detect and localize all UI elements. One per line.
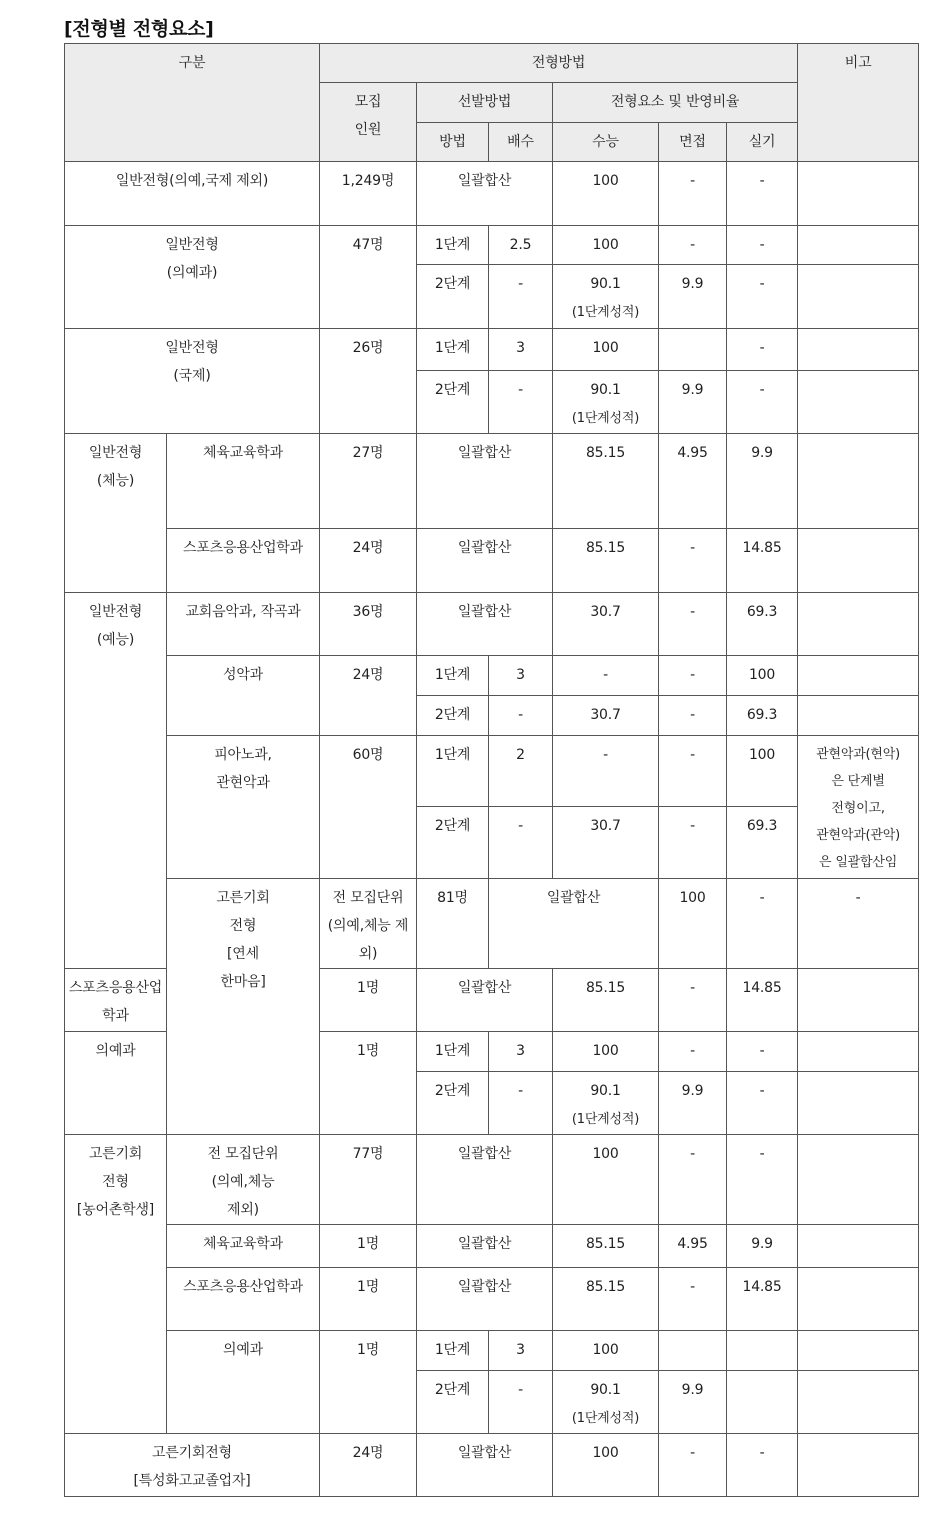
method-cell: 일괄합산 <box>417 434 553 529</box>
multiple-cell: - <box>489 807 553 879</box>
suneung-cell: 100 <box>553 1032 659 1072</box>
interview-cell: - <box>659 656 727 696</box>
suneung-cell <box>553 1371 659 1434</box>
step-cell: 2단계 <box>417 696 489 736</box>
method-cell: 일괄합산 <box>417 162 553 226</box>
row-label: 일반전형(의예,국제 제외) <box>65 162 320 226</box>
practical-cell: - <box>727 226 798 265</box>
step-cell: 2단계 <box>417 371 489 434</box>
step-cell: 1단계 <box>417 226 489 265</box>
step-cell: 1단계 <box>417 1032 489 1072</box>
suneung-cell: 30.7 <box>553 593 659 656</box>
note-cell <box>798 696 919 736</box>
row-label: 일반전형 (국제) <box>65 329 320 434</box>
row-label: 일반전형 (체능) <box>65 434 167 593</box>
count-cell: 24명 <box>320 1434 417 1497</box>
table-row <box>65 1268 919 1331</box>
row-label: 고른기회 전형 [연세 한마음] <box>167 879 320 1135</box>
count-cell: 1명 <box>320 1268 417 1331</box>
count-cell: 24명 <box>320 529 417 593</box>
multiple-cell: 2.5 <box>489 226 553 265</box>
multiple-cell: 3 <box>489 329 553 371</box>
multiple-cell: - <box>489 1371 553 1434</box>
count-cell: 60명 <box>320 736 417 879</box>
note-cell <box>798 1225 919 1268</box>
method-cell: 일괄합산 <box>417 969 553 1032</box>
interview-cell: - <box>659 593 727 656</box>
practical-cell: 9.9 <box>727 434 798 529</box>
note-cell <box>798 593 919 656</box>
step-cell: 1단계 <box>417 656 489 696</box>
suneung-cell: 100 <box>659 879 727 969</box>
multiple-cell: - <box>489 265 553 329</box>
header-selection: 선발방법 <box>417 83 553 123</box>
practical-cell: 69.3 <box>727 696 798 736</box>
header-bigo: 비고 <box>798 44 919 162</box>
table-row <box>65 1434 919 1497</box>
interview-cell: 9.9 <box>659 1371 727 1434</box>
note-cell <box>798 329 919 371</box>
header-gubun: 구분 <box>65 44 320 162</box>
practical-cell: 100 <box>727 656 798 696</box>
suneung-note: (1단계성적) <box>571 1112 640 1127</box>
method-cell: 일괄합산 <box>417 1135 553 1225</box>
multiple-cell: 3 <box>489 656 553 696</box>
table-row <box>65 1331 919 1371</box>
note-cell <box>798 371 919 434</box>
method-cell: 일괄합산 <box>417 1225 553 1268</box>
practical-cell: 14.85 <box>727 1268 798 1331</box>
count-cell: 26명 <box>320 329 417 434</box>
header-practical: 실기 <box>727 123 798 162</box>
table-row <box>65 529 919 593</box>
suneung-cell: 85.15 <box>553 434 659 529</box>
suneung-cell <box>553 265 659 329</box>
dept-cell: 성악과 <box>167 656 320 736</box>
dept-cell: 의예과 <box>167 1331 320 1434</box>
count-cell: 81명 <box>417 879 489 969</box>
dept-cell: 스포츠응용산업학과 <box>167 529 320 593</box>
table-row <box>65 656 919 696</box>
row-label: 일반전형 (예능) <box>65 593 167 969</box>
note-cell <box>798 1268 919 1331</box>
interview-cell: - <box>659 807 727 879</box>
suneung-cell: 85.15 <box>553 529 659 593</box>
dept-cell: 교회음악과, 작곡과 <box>167 593 320 656</box>
count-cell: 36명 <box>320 593 417 656</box>
table-row <box>65 593 919 656</box>
suneung-cell: 100 <box>553 1331 659 1371</box>
suneung-cell <box>553 1072 659 1135</box>
suneung-cell: 100 <box>553 162 659 226</box>
suneung-note: (1단계성적) <box>571 305 640 320</box>
suneung-cell: 100 <box>553 1135 659 1225</box>
row-label: 고른기회 전형 [농어촌학생] <box>65 1135 167 1434</box>
count-cell: 77명 <box>320 1135 417 1225</box>
method-cell: 일괄합산 <box>489 879 659 969</box>
dept-cell: 전 모집단위 (의예,체능 제외) <box>320 879 417 969</box>
multiple-cell: 2 <box>489 736 553 807</box>
dept-cell: 스포츠응용산업학과 <box>65 969 167 1032</box>
table-row <box>65 736 919 807</box>
suneung-value: 90.1 <box>590 1382 621 1398</box>
multiple-cell: - <box>489 1072 553 1135</box>
note-cell <box>798 969 919 1032</box>
step-cell: 2단계 <box>417 807 489 879</box>
table-row <box>65 162 919 226</box>
practical-cell: - <box>727 329 798 371</box>
suneung-value: 90.1 <box>590 382 621 398</box>
count-cell: 47명 <box>320 226 417 329</box>
interview-cell: 4.95 <box>659 434 727 529</box>
note-cell <box>798 1032 919 1072</box>
practical-cell: 14.85 <box>727 529 798 593</box>
header-recruit: 모집 인원 <box>320 83 417 162</box>
note-cell <box>798 1135 919 1225</box>
interview-cell: 9.9 <box>659 371 727 434</box>
dept-cell: 체육교육학과 <box>167 434 320 529</box>
suneung-cell: 100 <box>553 1434 659 1497</box>
method-cell: 일괄합산 <box>417 593 553 656</box>
method-cell: 일괄합산 <box>417 1268 553 1331</box>
note-cell <box>798 226 919 265</box>
count-cell: 1명 <box>320 1225 417 1268</box>
dept-cell: 스포츠응용산업학과 <box>167 1268 320 1331</box>
admission-table <box>64 43 919 1497</box>
table-row <box>65 879 919 969</box>
header-interview: 면접 <box>659 123 727 162</box>
count-cell: 1명 <box>320 969 417 1032</box>
multiple-cell: - <box>489 696 553 736</box>
interview-cell: 9.9 <box>659 265 727 329</box>
method-cell: 일괄합산 <box>417 529 553 593</box>
step-cell: 1단계 <box>417 1331 489 1371</box>
interview-cell <box>659 329 727 371</box>
interview-cell: - <box>727 879 798 969</box>
header-elements: 전형요소 및 반영비율 <box>553 83 798 123</box>
practical-cell: - <box>727 265 798 329</box>
practical-cell: 9.9 <box>727 1225 798 1268</box>
suneung-note: (1단계성적) <box>571 1411 640 1426</box>
table-row <box>65 226 919 265</box>
interview-cell: - <box>659 226 727 265</box>
dept-cell: 피아노과, 관현악과 <box>167 736 320 879</box>
step-cell: 1단계 <box>417 329 489 371</box>
method-cell: 일괄합산 <box>417 1434 553 1497</box>
step-cell: 2단계 <box>417 1371 489 1434</box>
table-row <box>65 1135 919 1225</box>
practical-cell: 69.3 <box>727 593 798 656</box>
practical-cell: - <box>727 1072 798 1135</box>
practical-cell: - <box>798 879 919 969</box>
suneung-cell: 30.7 <box>553 807 659 879</box>
interview-cell: - <box>659 1135 727 1225</box>
row-label: 고른기회전형 [특성화고교졸업자] <box>65 1434 320 1497</box>
note-cell: 관현악과(현악) 은 단계별 전형이고, 관현악과(관악) 은 일괄합산임 <box>798 736 919 879</box>
interview-cell: - <box>659 1268 727 1331</box>
count-cell: 24명 <box>320 656 417 736</box>
header-method: 방법 <box>417 123 489 162</box>
note-cell <box>798 1371 919 1434</box>
page-title: [전형별 전형요소] <box>64 18 214 40</box>
suneung-cell: - <box>553 736 659 807</box>
interview-cell: - <box>659 696 727 736</box>
table-row <box>65 329 919 371</box>
table-row <box>65 434 919 529</box>
count-cell: 27명 <box>320 434 417 529</box>
interview-cell <box>659 1331 727 1371</box>
suneung-value: 90.1 <box>590 276 621 292</box>
note-cell <box>798 265 919 329</box>
row-label: 일반전형 (의예과) <box>65 226 320 329</box>
count-cell: 1명 <box>320 1032 417 1135</box>
interview-cell: - <box>659 1434 727 1497</box>
multiple-cell: 3 <box>489 1331 553 1371</box>
practical-cell: - <box>727 1032 798 1072</box>
interview-cell: 9.9 <box>659 1072 727 1135</box>
suneung-cell <box>553 371 659 434</box>
header-suneung: 수능 <box>553 123 659 162</box>
interview-cell: - <box>659 162 727 226</box>
note-cell <box>798 1434 919 1497</box>
suneung-cell: 100 <box>553 329 659 371</box>
practical-cell: 100 <box>727 736 798 807</box>
suneung-cell: 85.15 <box>553 1268 659 1331</box>
suneung-cell: 100 <box>553 226 659 265</box>
practical-cell: - <box>727 371 798 434</box>
multiple-cell: 3 <box>489 1032 553 1072</box>
dept-cell: 의예과 <box>65 1032 167 1135</box>
multiple-cell: - <box>489 371 553 434</box>
step-cell: 2단계 <box>417 1072 489 1135</box>
suneung-cell: 85.15 <box>553 969 659 1032</box>
count-cell: 1,249명 <box>320 162 417 226</box>
count-cell: 1명 <box>320 1331 417 1434</box>
note-cell <box>798 1072 919 1135</box>
step-cell: 2단계 <box>417 265 489 329</box>
suneung-note: (1단계성적) <box>571 411 640 426</box>
practical-cell: 69.3 <box>727 807 798 879</box>
table-row <box>65 1225 919 1268</box>
practical-cell <box>727 1371 798 1434</box>
note-cell <box>798 434 919 529</box>
practical-cell <box>727 1331 798 1371</box>
note-cell <box>798 529 919 593</box>
interview-cell: - <box>659 529 727 593</box>
interview-cell: 4.95 <box>659 1225 727 1268</box>
suneung-cell: 85.15 <box>553 1225 659 1268</box>
practical-cell: 14.85 <box>727 969 798 1032</box>
step-cell: 1단계 <box>417 736 489 807</box>
note-cell <box>798 1331 919 1371</box>
practical-cell: - <box>727 1434 798 1497</box>
interview-cell: - <box>659 969 727 1032</box>
header-method-group: 전형방법 <box>320 44 798 83</box>
note-cell <box>798 656 919 696</box>
practical-cell: - <box>727 162 798 226</box>
suneung-cell: - <box>553 656 659 696</box>
interview-cell: - <box>659 1032 727 1072</box>
suneung-value: 90.1 <box>590 1083 621 1099</box>
note-cell <box>798 162 919 226</box>
interview-cell: - <box>659 736 727 807</box>
dept-cell: 전 모집단위 (의예,체능 제외) <box>167 1135 320 1225</box>
suneung-cell: 30.7 <box>553 696 659 736</box>
header-multiple: 배수 <box>489 123 553 162</box>
dept-cell: 체육교육학과 <box>167 1225 320 1268</box>
practical-cell: - <box>727 1135 798 1225</box>
